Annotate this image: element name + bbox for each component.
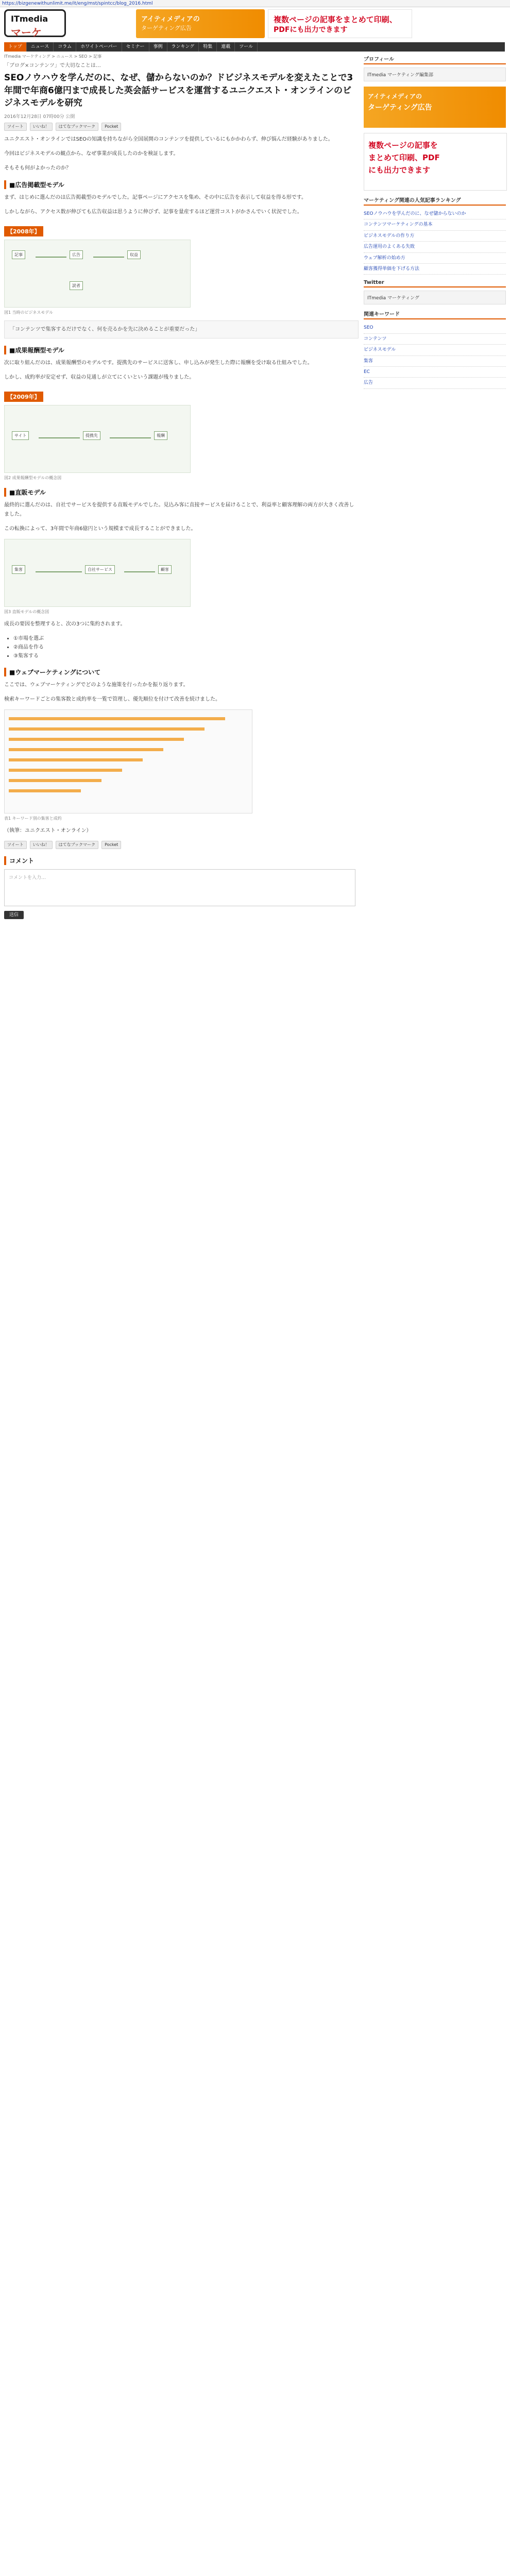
table-row [9, 758, 143, 761]
nav-item[interactable]: コラム [54, 42, 76, 52]
article-byline: 2016年12月28日 07時00分 公開 [4, 114, 75, 120]
diagram-arrow [36, 571, 82, 572]
intro-paragraph: 今回はビジネスモデルの観点から、なぜ事業が成長したのかを検証します。 [4, 150, 179, 157]
keyword-table-image [4, 709, 252, 814]
share-hatena-button[interactable]: はてなブックマーク [56, 123, 98, 131]
tag-item[interactable]: ビジネスモデル [364, 345, 506, 355]
share-hatena-button[interactable]: はてなブックマーク [56, 841, 98, 849]
share-twitter-button[interactable]: ツイート [4, 841, 27, 849]
share-pocket-button[interactable]: Pocket [101, 841, 121, 849]
section-paragraph: 最終的に選んだのは、自社でサービスを提供する直販モデルでした。見込み客に直接サービスを届けることで、利益率と顧客理解の両方が大きく改善しました。 [4, 502, 354, 517]
address-bar[interactable] [0, 0, 510, 7]
ranking-item[interactable]: ウェブ解析の始め方 [364, 253, 506, 264]
nav-item[interactable]: ランキング [167, 42, 199, 52]
article-kicker: 「ブログ×コンテンツ」で大切なことは… [4, 63, 101, 69]
global-nav [4, 42, 505, 52]
list-item: • ②商品を作る [13, 643, 359, 652]
section-paragraph: この転換によって、3年間で年商6億円という規模まで成長することができました。 [4, 526, 196, 532]
logo-bottom: マーケ [11, 26, 42, 39]
comment-submit-button[interactable]: 送信 [4, 911, 24, 919]
diagram-box: 読者 [70, 281, 83, 290]
share-facebook-button[interactable]: いいね！ [30, 123, 53, 131]
diagram-arrow [124, 571, 155, 572]
profile-box: ITmedia マーケティング編集部 [364, 67, 506, 81]
share-pocket-button[interactable]: Pocket [101, 123, 121, 131]
table-row [9, 727, 205, 731]
nav-item[interactable]: 事例 [149, 42, 167, 52]
nav-item[interactable]: セミナー [122, 42, 149, 52]
nav-item[interactable]: トップ [4, 42, 27, 52]
nav-item[interactable]: ツール [235, 42, 258, 52]
business-model-diagram [4, 240, 191, 308]
figure-caption: 図1 当時のビジネスモデル [4, 310, 53, 315]
table-row [9, 779, 101, 782]
table-row [9, 738, 184, 741]
tag-item[interactable]: 広告 [364, 378, 506, 388]
diagram-box: 顧客 [158, 565, 172, 574]
figure-caption: 図2 成果報酬型モデルの概念図 [4, 475, 62, 480]
intro-paragraph: ユニクエスト・オンラインではSEOの知識を持ちながら全国展開のコンテンツを提供しているにもかかわらず、伸び悩んだ経験がありました。 [4, 136, 333, 142]
tag-list [364, 323, 506, 388]
section-paragraph: ここでは、ウェブマーケティングでどのような施策を行ったかを振り返ります。 [4, 682, 189, 688]
section-paragraph: しかし、成約率が安定せず、収益の見通しが立てにくいという課題が残りました。 [4, 374, 195, 380]
header-banner-ad[interactable] [136, 9, 265, 38]
article-main [4, 61, 359, 919]
section-paragraph: まず、はじめに選んだのは広告掲載型のモデルでした。記事ページにアクセスを集め、その中に広告を表示して収益を得る形です。 [4, 194, 307, 200]
list-item: • ③集客する [13, 652, 359, 660]
print-pdf-ad[interactable] [364, 133, 507, 191]
section-paragraph: 次に取り組んだのは、成果報酬型のモデルです。提携先のサービスに送客し、申し込みが発生した際に報酬を受け取る仕組みでした。 [4, 360, 313, 366]
comment-input[interactable] [4, 869, 355, 906]
profile-heading: プロフィール [364, 55, 506, 64]
banner1-line2: ターゲティング広告 [141, 25, 192, 31]
table-row [9, 769, 122, 772]
author-note: （執筆：ユニクエスト・オンライン） [4, 827, 92, 834]
diagram-box: 自社サービス [85, 565, 115, 574]
section-paragraph: しかしながら、アクセス数が伸びても広告収益は思うように伸びず、記事を量産するほど運営コストがかさんでいく状況でした。 [4, 209, 302, 215]
section-heading: ■成果報酬型モデル [4, 346, 359, 354]
ranking-item[interactable]: 顧客獲得単価を下げる方法 [364, 264, 506, 275]
tag-item[interactable]: コンテンツ [364, 334, 506, 345]
comment-placeholder: コメントを入力… [9, 875, 46, 880]
table-row [9, 717, 225, 720]
diagram-arrow [39, 437, 80, 438]
url-text[interactable]: https://bizgenewithunlimit.me/it/eng/mst/spintcc/blog_2016.html [2, 1, 153, 6]
diagram-arrow [110, 437, 151, 438]
table-row [9, 789, 81, 792]
site-logo[interactable] [4, 9, 66, 37]
comment-heading: コメント [4, 856, 359, 865]
diagram-box: 報酬 [154, 431, 167, 440]
nav-item[interactable]: 連載 [217, 42, 235, 52]
print-ad-line2: まとめて印刷、PDF [368, 153, 440, 162]
tag-item[interactable]: SEO [364, 323, 506, 333]
banner2-line2: PDFにも出力できます [274, 26, 348, 34]
ranking-item[interactable]: コンテンツマーケティングの基本 [364, 219, 506, 230]
nav-item[interactable]: 特集 [199, 42, 217, 52]
article-title: SEOノウハウを学んだのに、なぜ、儲からないのか？ドビジネスモデルを変えたことで3年間で年商6億円まで成長した英会話サービスを運営するユニクエスト・オンラインのビジネスモデルを研究 [4, 73, 353, 109]
ranking-item[interactable]: SEOノウハウを学んだのに、なぜ儲からないのか [364, 209, 506, 219]
diagram-arrow [36, 257, 66, 258]
ranking-item[interactable]: ビジネスモデルの作り方 [364, 231, 506, 242]
site-header [4, 9, 505, 40]
diagram-box: サイト [12, 431, 29, 440]
tags-heading: 関連キーワード [364, 310, 506, 319]
affiliate-model-diagram [4, 405, 191, 473]
print-ad-line3: にも出力できます [368, 165, 431, 175]
diagram-arrow [93, 257, 124, 258]
tag-item[interactable]: EC [364, 367, 506, 378]
direct-sales-diagram [4, 539, 191, 607]
section-heading: ■直販モデル [4, 488, 359, 497]
section-heading: ■ウェブマーケティングについて [4, 668, 359, 676]
table-row [9, 748, 163, 751]
sidebar [364, 55, 506, 394]
follow-box[interactable]: ITmedia マーケティング [364, 291, 506, 304]
follow-heading: Twitter [364, 280, 506, 287]
ranking-heading: マーケティング関連の人気記事ランキング [364, 196, 506, 206]
ranking-list [364, 209, 506, 275]
share-twitter-button[interactable]: ツイート [4, 123, 27, 131]
section-paragraph: 検索キーワードごとの集客数と成約率を一覧で管理し、優先順位を付けて改善を続けました。 [4, 696, 220, 702]
diagram-box: 収益 [127, 250, 141, 259]
ranking-item[interactable]: 広告運用のよくある失敗 [364, 242, 506, 252]
year-label: 【2008年】 [4, 226, 43, 236]
banner1-line1: アイティメディアの [141, 15, 200, 23]
pull-quote: 「コンテンツで集客するだけでなく、何を売るかを先に決めることが重要だった」 [4, 320, 359, 338]
tag-item[interactable]: 集客 [364, 356, 506, 367]
share-bar-bottom [4, 841, 359, 849]
figure-caption: 図3 直販モデルの概念図 [4, 609, 49, 614]
diagram-box: 集客 [12, 565, 25, 574]
checklist [13, 634, 359, 660]
sidebar-ad-line1: アイティメディアの [368, 93, 422, 100]
banner2-line1: 複数ページの記事をまとめて印刷、 [274, 15, 397, 24]
diagram-box: 広告 [70, 250, 83, 259]
header-print-banner[interactable] [268, 9, 412, 38]
list-item: • ①市場を選ぶ [13, 634, 359, 643]
sidebar-ad[interactable] [364, 87, 506, 128]
section-heading: ■広告掲載型モデル [4, 180, 359, 189]
logo-top: ITmedia [11, 14, 48, 24]
checklist-intro: 成長の要因を整理すると、次の3つに集約されます。 [4, 621, 126, 627]
breadcrumb[interactable]: ITmedia マーケティング > ニュース > SEO > 記事 [4, 54, 102, 59]
nav-item[interactable]: ホワイトペーパー [76, 42, 122, 52]
sidebar-ad-line2: ターゲティング広告 [368, 104, 432, 112]
share-facebook-button[interactable]: いいね！ [30, 841, 53, 849]
diagram-box: 提携先 [83, 431, 100, 440]
share-bar [4, 123, 359, 131]
year-label: 【2009年】 [4, 392, 43, 402]
nav-item[interactable]: ニュース [27, 42, 54, 52]
print-ad-line1: 複数ページの記事を [368, 141, 438, 150]
diagram-box: 記事 [12, 250, 25, 259]
intro-paragraph: そもそも何がよかったのか？ [4, 165, 71, 171]
figure-caption: 表1 キーワード別の集客と成約 [4, 816, 62, 821]
